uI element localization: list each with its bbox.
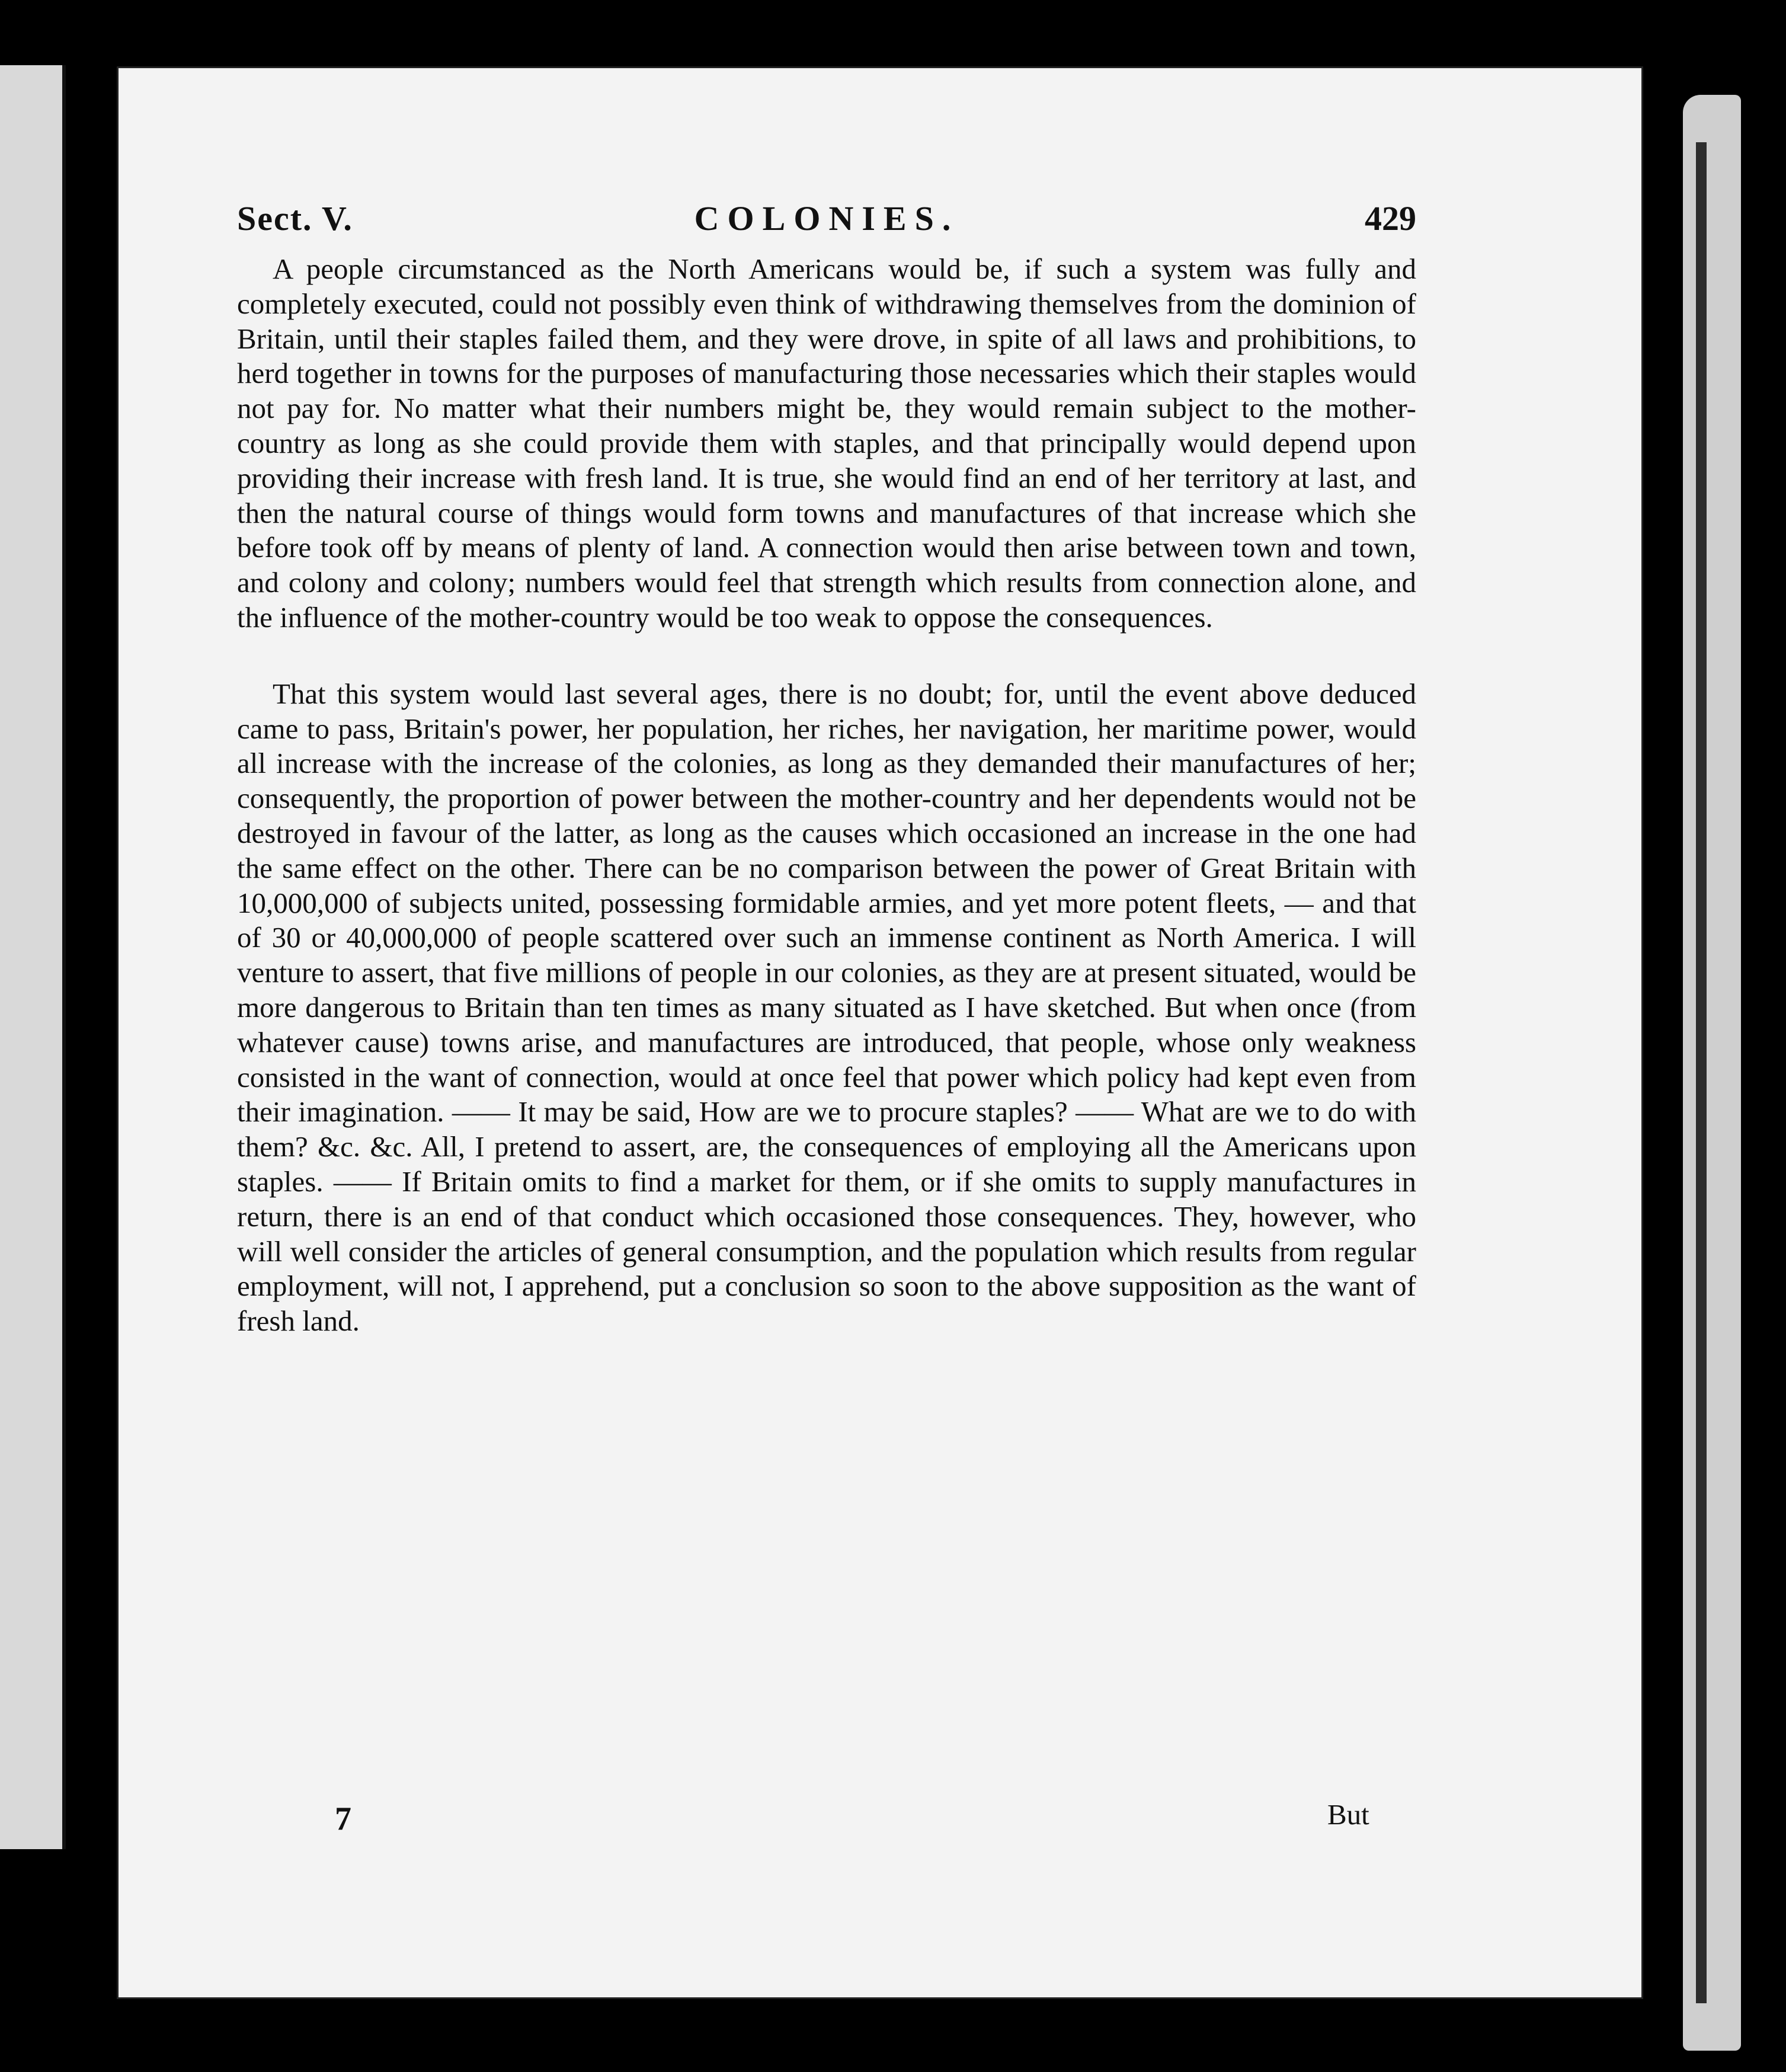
section-label: Sect. V. — [237, 199, 353, 238]
paragraph-2: That this system would last several ages, there is no doubt; for, until the event above deduced came to pass, Britain's power, her population, her riches, her navigation, her maritime power, would all increase with the increase of the colonies, as long as they demanded their manufactures of her; consequently, the proportion of power between the mother-country and her dependents would not be destroyed in favour of the latter, as long as the causes which occasioned an increase in the one had the same effect on the other. There can be no comparison between the power of Great Britain with 10,000,000 of subjects united, possessing formidable armies, and yet more potent fleets, — and that of 30 or 40,000,000 of people scattered over such an immense continent as North America. I will venture to assert, that five millions of people in our colonies, as they are at present situated, would be more dangerous to Britain than ten times as many situated as I have sketched. But when once (from whatever cause) towns arise, and manufactures are introduced, that people, whose only weakness consisted in the want of connection, would at once feel that power which policy had kept even from their imagination. —— It may be said, How are we to procure staples? —— What are we to do with them? &c. &c. All, I pretend to assert, are, the consequences of employing all the Americans upon staples. —— If Britain omits to find a market for them, or if she omits to supply manufactures in return, there is an end of that conduct which occasioned those consequences. They, however, who will well consider the articles of general consumption, and the population which results from regular employment, will not, I apprehend, put a conclusion so soon to the above supposition as the want of fresh land. — [237, 677, 1416, 1338]
paragraph-1: A people circumstanced as the North Americans would be, if such a system was fully and completely executed, could not possibly even think of withdrawing themselves from the dominion of Britain, until their staples failed them, and they were drove, in spite of all laws and prohibitions, to herd together in towns for the purposes of manufacturing those necessaries which their staples would not pay for. No matter what their numbers might be, they would remain subject to the mother-country as long as she could provide them with staples, and that principally would depend upon providing their increase with fresh land. It is true, she would find an end of her territory at last, and then the natural course of things would form towns and manufactures of that increase which she before took off by means of plenty of land. A connection would then arise between town and town, and colony and colony; numbers would feel that strength which results from connection alone, and the influence of the mother-country would be too weak to oppose the consequences. — [237, 252, 1416, 634]
catchword: But — [1327, 1798, 1369, 1831]
book-page — [119, 68, 1641, 1997]
running-head — [237, 199, 1416, 246]
right-page-edge — [1683, 95, 1741, 2051]
left-page-edge — [0, 65, 66, 1849]
signature-mark: 7 — [335, 1801, 351, 1837]
right-page-shadow — [1696, 142, 1707, 2003]
body-text — [237, 252, 1416, 1339]
page-number: 429 — [1365, 199, 1416, 238]
running-title: COLONIES. — [694, 199, 959, 238]
